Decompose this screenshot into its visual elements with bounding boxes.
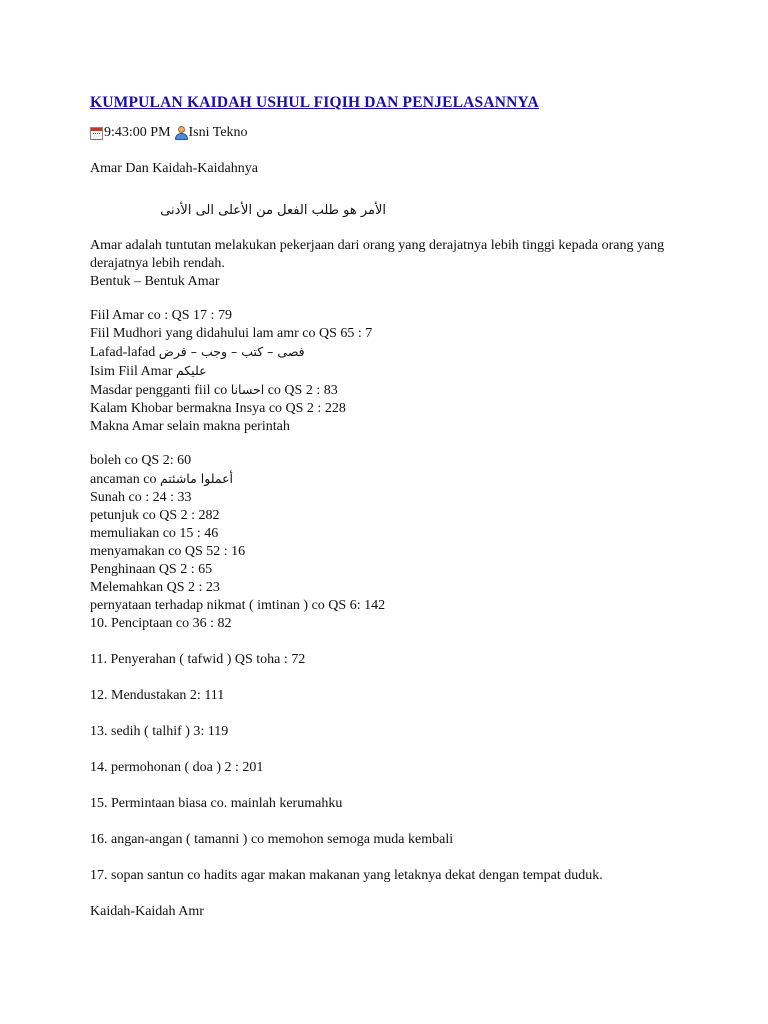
numbered-item: 11. Penyerahan ( tafwid ) QS toha : 72 xyxy=(90,652,306,667)
numbered-item: 16. angan-angan ( tamanni ) co memohon semoga muda kembali xyxy=(90,832,454,847)
footer-heading: Kaidah-Kaidah Amr xyxy=(90,904,204,919)
user-icon xyxy=(175,126,188,140)
bentuk-title: Bentuk – Bentuk Amar xyxy=(90,274,220,289)
makna-item: Penghinaan QS 2 : 65 xyxy=(90,562,213,577)
numbered-item: 17. sopan santun co hadits agar makan makanan yang letaknya dekat dengan tempat duduk. xyxy=(90,868,603,883)
makna-item: menyamakan co QS 52 : 16 xyxy=(90,544,246,559)
bentuk-item: Masdar pengganti fiil co احسانا co QS 2 : 83 xyxy=(90,382,338,398)
post-time: 9:43:00 PM xyxy=(104,125,171,140)
makna-item: ancaman co أعملوا ماشئتم xyxy=(90,471,234,487)
post-meta xyxy=(90,123,690,143)
post-container xyxy=(90,92,690,921)
post-title-link[interactable]: KUMPULAN KAIDAH USHUL FIQIH DAN PENJELASANNYA xyxy=(90,94,539,111)
makna-item: memuliakan co 15 : 46 xyxy=(90,526,219,541)
numbered-item: 15. Permintaan biasa co. mainlah kerumahku xyxy=(90,796,343,811)
calendar-icon xyxy=(90,127,103,140)
bentuk-item: Isim Fiil Amar عليكم xyxy=(90,363,207,379)
makna-item: pernyataan terhadap nikmat ( imtinan ) co QS 6: 142 xyxy=(90,598,386,613)
arabic-inline: عليكم xyxy=(175,363,207,378)
makna-item: 10. Penciptaan co 36 : 82 xyxy=(90,616,232,631)
bentuk-item: Lafad-lafad فصى – كتب – وجب – فرض xyxy=(90,344,305,360)
makna-item: Sunah co : 24 : 33 xyxy=(90,490,192,505)
arabic-definition: الأمر هو طلب الفعل من الأعلى الى الأدنى xyxy=(160,203,386,218)
arabic-inline: احسانا xyxy=(230,382,265,397)
bentuk-item: Fiil Mudhori yang didahului lam amr co QS 65 : 7 xyxy=(90,326,373,341)
bentuk-item: Makna Amar selain makna perintah xyxy=(90,419,290,434)
post-author[interactable]: Isni Tekno xyxy=(188,125,248,140)
bentuk-item: Fiil Amar co : QS 17 : 79 xyxy=(90,308,232,323)
numbered-item: 13. sedih ( talhif ) 3: 119 xyxy=(90,724,229,739)
makna-item: boleh co QS 2: 60 xyxy=(90,453,192,468)
bentuk-item: Kalam Khobar bermakna Insya co QS 2 : 228 xyxy=(90,401,346,416)
definition-text: Amar adalah tuntutan melakukan pekerjaan dari orang yang derajatnya lebih tinggi kepada orang yang derajatnya lebih rendah. xyxy=(90,238,665,271)
makna-item: Melemahkan QS 2 : 23 xyxy=(90,580,220,595)
arabic-inline: أعملوا ماشئتم xyxy=(159,471,234,486)
numbered-item: 14. permohonan ( doa ) 2 : 201 xyxy=(90,760,264,775)
numbered-item: 12. Mendustakan 2: 111 xyxy=(90,688,225,703)
makna-item: petunjuk co QS 2 : 282 xyxy=(90,508,220,523)
arabic-inline: فصى – كتب – وجب – فرض xyxy=(158,344,305,359)
section-heading: Amar Dan Kaidah-Kaidahnya xyxy=(90,161,258,176)
